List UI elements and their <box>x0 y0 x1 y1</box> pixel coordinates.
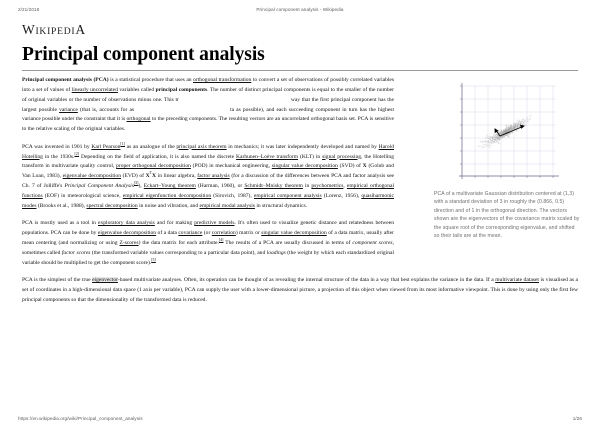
link-singular-value-decomposition[interactable]: singular value decomposition <box>271 163 338 170</box>
link-orthogonal-transformation[interactable]: orthogonal transformation <box>193 77 252 83</box>
print-header <box>0 7 600 12</box>
p2-text-9: (SVD) of <box>337 163 363 170</box>
p2-text-4: in the 1930s. <box>42 153 75 160</box>
book-title-jolliffe: Principal Component Analysis <box>64 183 134 190</box>
link-karhunen-loeve-transform[interactable]: Karhunen–Loève transform <box>236 153 299 160</box>
link-linearly-uncorrelated[interactable]: linearly uncorrelated <box>71 86 118 93</box>
p3-text-2: and for making <box>154 220 195 227</box>
p2-text-20: (Lorenz, 1956), <box>321 192 362 199</box>
link-predictive-models[interactable]: predictive models <box>194 220 235 227</box>
p1-text-4: . The number of distinct principal components is equal to the smaller of the number of original variables or the number of observations minus one. This tr <box>22 86 394 103</box>
p1-text-8: to the preceding components. The resulting vectors are an uncorrelated orthogonal basis set. PCA is sensitive to the relative scaling of the original variables. <box>22 116 394 133</box>
p2-text-23: in structural dynamics. <box>254 202 308 209</box>
link-empirical-eigenfunction-decomposition[interactable]: empirical eigenfunction decomposition <box>122 192 212 199</box>
term-component-scores: component scores <box>352 239 393 246</box>
p1-text-1: is a statistical procedure that uses an <box>108 77 194 83</box>
link-multivariate-dataset[interactable]: multivariate dataset <box>495 276 539 283</box>
citation-3[interactable]: [3] <box>133 181 139 186</box>
p1-text-2: to convert a set of observations of possibly correlated variables into a set of values of <box>22 77 395 93</box>
p3-text-1: PCA is mostly used as a tool in <box>22 220 99 227</box>
variable-x-3: X <box>152 173 157 180</box>
link-schmidt-mnisky-theorem[interactable]: Schmidt–Mnisky theorem <box>244 183 303 190</box>
link-eigenvalue-decomposition-2[interactable]: eigenvalue decomposition <box>97 230 157 237</box>
link-psychometrics[interactable]: psychometrics <box>311 183 344 190</box>
print-footer-url: https://en.wikipedia.org/wiki/Principal_component_analysis <box>18 416 143 421</box>
p3-text-4: of a data <box>156 230 179 237</box>
print-footer-page: 1/26 <box>572 416 582 421</box>
title-divider <box>22 70 578 71</box>
term-factor-scores: factor scores <box>61 249 91 256</box>
superscript-transpose: T <box>149 171 153 176</box>
link-empirical-component-analysis[interactable]: empirical component analysis <box>253 192 322 199</box>
p2-text-6: (KLT) in <box>298 153 323 160</box>
lead-abbrev: (PCA) <box>93 77 109 83</box>
link-quasiharmonic-modes[interactable]: quasiharmonic modes <box>22 192 394 209</box>
p3-text-10: , sometimes called <box>22 239 394 256</box>
wikipedia-wordmark <box>22 22 86 38</box>
p4-text-2: -based multivariate analyses. Often, its operation can be thought of as revealing the internal structure of the data in a way that best explains the variance in the data. If a <box>117 276 496 283</box>
link-covariance[interactable]: covariance <box>178 230 203 237</box>
variable-x-2: X <box>145 173 150 180</box>
print-header-title: Principal component analysis - Wikipedia <box>256 7 344 12</box>
p2-text-15: (Harman, 1960), or <box>195 183 245 190</box>
p2-text-13: (for a discussion of the differences between PCA and factor analysis see Ch. 7 of Jolliffe's <box>22 173 395 190</box>
p2-text-22: in noise and vibration, and <box>137 202 200 209</box>
lead-term: Principal component analysis <box>22 77 92 83</box>
link-exploratory-data-analysis[interactable]: exploratory data analysis <box>98 220 155 227</box>
citation-4[interactable]: [4] <box>218 238 224 243</box>
p3-text-3: . It's often used to visualize genetic distance and relatedness between populations. PCA can be done by <box>22 220 395 237</box>
wordmark-ikipedi: IKIPEDI <box>35 26 76 37</box>
paragraph-2 <box>22 143 394 212</box>
link-singular-value-decomposition-2[interactable]: singular value decomposition <box>261 230 327 237</box>
link-empirical-modal-analysis[interactable]: empirical modal analysis <box>199 202 255 209</box>
link-harold-hotelling[interactable]: Harold Hotelling <box>22 143 394 160</box>
term-loadings: loadings <box>266 249 286 256</box>
wordmark-a: A <box>75 22 86 37</box>
figure-caption: PCA of a multivariate Gaussian distribution centered at (1,3) with a standard deviation of 3 in roughly the (0.866, 0.5) direction and of 1 in the orthogonal direction. The vectors shown are the eigenvectors of the covariance matrix scaled by the square root of the corresponding eigenvalue, and shifted so their tails are at the mean. <box>434 191 580 240</box>
p2-text-16: in <box>302 183 312 190</box>
p3-text-6: ) matrix or <box>235 230 262 237</box>
p2-text-1: PCA was invented in 1901 by <box>22 143 92 150</box>
article-body <box>22 76 578 313</box>
print-date: 2/21/2018 <box>18 7 40 12</box>
link-orthogonal[interactable]: orthogonal <box>126 116 151 123</box>
paragraph-1 <box>22 76 394 135</box>
p4-text-3: is visualised as a set of coordinates in a high-dimensional data space (1 axis per variable), PCA can supply the user with a lower-dimensional picture, a projection of this object when viewed from its most informative viewpoint. This is done by using only the first few principal components so that the dimensionality of the transformed data is reduced. <box>22 276 578 303</box>
p2-text-8: (POD) in mechanical engineering, <box>190 163 272 170</box>
p1-text-6: (that is, accounts for as <box>77 106 135 113</box>
link-principal-axis-theorem[interactable]: principal axis theorem <box>176 143 227 150</box>
p2-text-10: (Golub and Van Loan, 1983), <box>22 163 394 180</box>
link-variance[interactable]: variance <box>59 106 78 113</box>
p1-text-7: ta as possible), and each succeeding component in turn has the highest variance possible under the constraint that it is <box>22 106 394 123</box>
link-spectral-decomposition[interactable]: spectral decomposition <box>86 202 138 209</box>
link-proper-orthogonal-decomposition[interactable]: proper orthogonal decomposition <box>116 163 191 170</box>
link-eigenvector[interactable]: eigenvector <box>92 276 118 283</box>
p3-text-9: The results of a PCA are usually discussed in terms of <box>223 239 353 246</box>
term-principal-components: principal components <box>155 86 208 93</box>
variable-x-1: X <box>362 163 367 170</box>
citation-1[interactable]: [1] <box>120 141 125 146</box>
p2-text-14: ), <box>138 183 144 190</box>
p2-text-2: as an analogue of the <box>124 143 177 150</box>
link-correlation[interactable]: correlation <box>211 230 236 237</box>
link-eckart-young-theorem[interactable]: Eckart–Young theorem <box>143 183 196 190</box>
p2-text-18: (EOF) in meteorological science, <box>42 192 123 199</box>
p3-text-12: (the weight by which each standardized original variable should be multiplied to get the component score). <box>22 249 394 266</box>
citation-2[interactable]: [2] <box>74 151 80 156</box>
paragraph-4 <box>22 276 578 306</box>
p3-text-8: ) the data matrix for each attribute. <box>138 239 219 246</box>
p1-text-3: variables called <box>117 86 156 93</box>
p4-text-1: PCA is the simplest of the true <box>22 276 93 283</box>
p2-text-17: , <box>343 183 347 190</box>
link-signal-processing[interactable]: signal processing <box>322 153 362 160</box>
citation-5[interactable]: [5] <box>151 257 156 262</box>
p1-text-5: way that the first principal component has the largest possible <box>22 96 394 113</box>
p2-text-19: (Sirovich, 1987), <box>211 192 254 199</box>
p2-text-5: Depending on the field of application, it is also named the discrete <box>79 153 237 160</box>
p2-text-11: (EVD) of <box>120 173 146 180</box>
link-karl-pearson[interactable]: Karl Pearson <box>91 143 121 150</box>
p3-text-11: (the transformed variable values corresponding to a particular data point), and <box>90 249 267 256</box>
link-factor-analysis[interactable]: factor analysis <box>197 173 230 180</box>
p2-text-3: in mechanics; it was later independently developed and named by <box>226 143 379 150</box>
p3-text-7: of a data matrix, usually after mean centering (and normalizing or using <box>22 230 394 246</box>
link-eigenvalue-decomposition[interactable]: eigenvalue decomposition <box>62 173 121 180</box>
p2-text-7: , the Hotelling transform in multivariate quality control, <box>22 153 394 170</box>
paragraph-3 <box>22 219 394 268</box>
link-z-scores[interactable]: Z-scores <box>119 239 139 246</box>
wordmark-w: W <box>22 22 36 37</box>
link-empirical-orthogonal-functions[interactable]: empirical orthogonal functions <box>22 183 394 199</box>
p2-text-21: (Brooks et al., 1988), <box>36 202 87 209</box>
p3-text-5: (or <box>202 230 212 237</box>
page-title: Principal component analysis <box>22 44 265 65</box>
p2-text-12: in linear algebra, <box>156 173 198 180</box>
